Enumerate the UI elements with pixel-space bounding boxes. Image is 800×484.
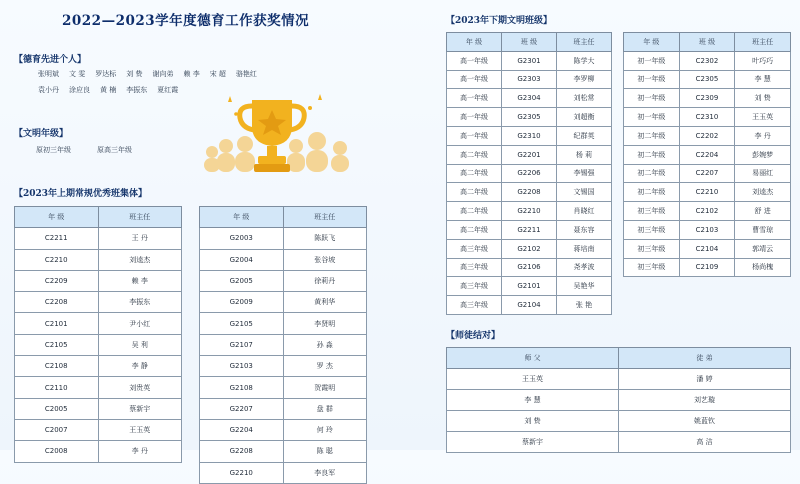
table-row xyxy=(15,334,182,355)
page-title: 2022—2023学年度德育工作获奖情况 xyxy=(62,13,310,29)
table-cell: 纪群英 xyxy=(557,126,612,145)
table-cell: 张 艳 xyxy=(557,296,612,315)
table-cell: C2210 xyxy=(679,183,735,202)
table-row xyxy=(15,313,182,334)
table-cell: G2310 xyxy=(502,126,557,145)
mentor-table xyxy=(446,347,791,453)
table-row xyxy=(447,145,612,164)
table-cell: 刘贵英 xyxy=(98,377,182,398)
column-header: 年 级 xyxy=(624,33,680,52)
column-header: 班主任 xyxy=(98,207,182,228)
table-cell: 黄利华 xyxy=(283,292,367,313)
table-cell: G2304 xyxy=(502,89,557,108)
table-cell: C2109 xyxy=(679,258,735,277)
table-cell: C2110 xyxy=(15,377,99,398)
table-row xyxy=(15,377,182,398)
table-cell: 肖晓红 xyxy=(557,202,612,221)
table-cell: G2305 xyxy=(502,108,557,127)
moral-advanced-heading: 【德育先进个人】 xyxy=(14,55,87,65)
table-cell: 曹雪琼 xyxy=(735,220,791,239)
civil-class-heading: 【2023年下期文明班级】 xyxy=(446,16,553,26)
table-row xyxy=(447,239,612,258)
table-row xyxy=(15,270,182,291)
table-cell: 叶巧巧 xyxy=(735,51,791,70)
grade-name: 原高三年级 xyxy=(97,146,132,154)
table-header-row xyxy=(200,207,367,228)
person-name: 刘 贽 xyxy=(126,70,143,78)
excellent-class-table-1 xyxy=(14,206,182,463)
table-cell: C2302 xyxy=(679,51,735,70)
table-cell: G2207 xyxy=(200,398,284,419)
table-row xyxy=(200,334,367,355)
table-cell: G2102 xyxy=(502,239,557,258)
table-cell: C2208 xyxy=(15,292,99,313)
person-name: 夏红霞 xyxy=(157,86,179,94)
table-row xyxy=(200,292,367,313)
table-cell: 徐莉丹 xyxy=(283,270,367,291)
table-cell: G2104 xyxy=(502,296,557,315)
table-header-row xyxy=(15,207,182,228)
table-row xyxy=(200,313,367,334)
table-cell: 盘 群 xyxy=(283,398,367,419)
table-cell: 初二年级 xyxy=(624,126,680,145)
table-cell: 陈学大 xyxy=(557,51,612,70)
civil-grade-heading: 【文明年级】 xyxy=(14,129,69,139)
table-row xyxy=(15,419,182,440)
table-row xyxy=(200,398,367,419)
table-cell: G2101 xyxy=(502,277,557,296)
table-cell: G2107 xyxy=(200,334,284,355)
table-cell: C2101 xyxy=(15,313,99,334)
table-row xyxy=(200,356,367,377)
table-cell: G2208 xyxy=(200,441,284,462)
table-row xyxy=(624,202,791,221)
table-row xyxy=(447,296,612,315)
table-cell: 吴艳华 xyxy=(557,277,612,296)
table-row xyxy=(447,202,612,221)
table-cell: G2003 xyxy=(200,228,284,249)
table-cell: C2309 xyxy=(679,89,735,108)
table-cell: 初三年级 xyxy=(624,239,680,258)
table-cell: C2104 xyxy=(679,239,735,258)
person-name: 罗达标 xyxy=(95,70,117,78)
table-cell: 陈 聪 xyxy=(283,441,367,462)
table-row xyxy=(447,432,791,453)
table-header-row xyxy=(447,33,612,52)
table-cell: 罗 杰 xyxy=(283,356,367,377)
table-cell: 李 慧 xyxy=(735,70,791,89)
table-cell: C2210 xyxy=(15,249,99,270)
table-cell: G2210 xyxy=(502,202,557,221)
table-row xyxy=(447,183,612,202)
table-row xyxy=(15,398,182,419)
table-cell: 刘松常 xyxy=(557,89,612,108)
table-cell: 初二年级 xyxy=(624,183,680,202)
table-cell: 高三年级 xyxy=(447,296,502,315)
table-cell: 初一年级 xyxy=(624,108,680,127)
table-row xyxy=(15,249,182,270)
table-row xyxy=(624,89,791,108)
column-header: 师 父 xyxy=(447,348,619,369)
table-cell: 蒋培南 xyxy=(557,239,612,258)
table-cell: C2105 xyxy=(15,334,99,355)
table-cell: 李 丹 xyxy=(735,126,791,145)
table-cell: 刘超衡 xyxy=(557,108,612,127)
person-name: 李振东 xyxy=(126,86,148,94)
table-cell: C2202 xyxy=(679,126,735,145)
table-cell: 高二年级 xyxy=(447,202,502,221)
table-row xyxy=(200,377,367,398)
table-cell: 文锡国 xyxy=(557,183,612,202)
table-cell: 初三年级 xyxy=(624,202,680,221)
table-cell: 李 丹 xyxy=(98,441,182,462)
table-cell: 易丽红 xyxy=(735,164,791,183)
table-row xyxy=(624,70,791,89)
table-cell: 李罗柳 xyxy=(557,70,612,89)
table-cell: 高一年级 xyxy=(447,108,502,127)
table-cell: 初一年级 xyxy=(624,70,680,89)
table-cell: C2211 xyxy=(15,228,99,249)
table-cell: C2102 xyxy=(679,202,735,221)
table-row xyxy=(15,441,182,462)
table-cell: G2105 xyxy=(200,313,284,334)
table-cell: G2210 xyxy=(200,462,284,483)
table-row xyxy=(200,441,367,462)
table-cell: 尹小红 xyxy=(98,313,182,334)
table-header-row xyxy=(447,348,791,369)
table-row xyxy=(624,183,791,202)
person-name: 宋 超 xyxy=(209,70,226,78)
table-cell: 王 丹 xyxy=(98,228,182,249)
table-cell: G2208 xyxy=(502,183,557,202)
table-cell: G2009 xyxy=(200,292,284,313)
table-cell: 赖 李 xyxy=(98,270,182,291)
grade-name: 原初三年级 xyxy=(36,146,71,154)
table-cell: C2204 xyxy=(679,145,735,164)
table-cell: 李良军 xyxy=(283,462,367,483)
table-cell: 李贤明 xyxy=(283,313,367,334)
table-row xyxy=(447,390,791,411)
table-row xyxy=(447,70,612,89)
table-cell: 高三年级 xyxy=(447,277,502,296)
table-row xyxy=(200,419,367,440)
table-row xyxy=(447,220,612,239)
table-row xyxy=(624,126,791,145)
moral-advanced-names-row1 xyxy=(38,66,267,82)
table-cell: 王玉英 xyxy=(98,419,182,440)
table-cell: 高三年级 xyxy=(447,239,502,258)
table-cell: 李振东 xyxy=(98,292,182,313)
table-cell: 王玉英 xyxy=(735,108,791,127)
table-cell: 吴 利 xyxy=(98,334,182,355)
table-cell: G2103 xyxy=(200,356,284,377)
table-row xyxy=(447,108,612,127)
table-cell: C2008 xyxy=(15,441,99,462)
table-row xyxy=(200,228,367,249)
table-cell: G2005 xyxy=(200,270,284,291)
table-cell: 刘 贽 xyxy=(447,411,619,432)
table-cell: 高一年级 xyxy=(447,89,502,108)
table-cell: 尧孝波 xyxy=(557,258,612,277)
table-row xyxy=(447,164,612,183)
table-cell: 贺霞明 xyxy=(283,377,367,398)
table-cell: 郭靖云 xyxy=(735,239,791,258)
table-row xyxy=(624,220,791,239)
table-row xyxy=(447,411,791,432)
table-cell: C2005 xyxy=(15,398,99,419)
table-cell: G2303 xyxy=(502,70,557,89)
table-cell: 初一年级 xyxy=(624,51,680,70)
table-cell: 刘 贽 xyxy=(735,89,791,108)
table-cell: 彭婉梦 xyxy=(735,145,791,164)
table-cell: 高 洁 xyxy=(619,432,791,453)
table-cell: C2108 xyxy=(15,356,99,377)
table-row xyxy=(447,51,612,70)
table-cell: 王玉英 xyxy=(447,369,619,390)
column-header: 年 级 xyxy=(15,207,99,228)
table-cell: 舒 进 xyxy=(735,202,791,221)
table-cell: C2007 xyxy=(15,419,99,440)
table-cell: 李 静 xyxy=(98,356,182,377)
table-cell: 李锡强 xyxy=(557,164,612,183)
excellent-class-heading: 【2023年上期常规优秀班集体】 xyxy=(14,189,148,199)
table-cell: 蔡新宇 xyxy=(447,432,619,453)
table-cell: C2103 xyxy=(679,220,735,239)
civil-grade-list xyxy=(36,145,158,155)
civil-class-table-1 xyxy=(446,32,612,315)
table-cell: G2201 xyxy=(502,145,557,164)
table-cell: G2108 xyxy=(200,377,284,398)
table-cell: 高三年级 xyxy=(447,258,502,277)
excellent-class-table-2 xyxy=(199,206,367,484)
trophy-illustration xyxy=(200,86,360,176)
table-cell: 高一年级 xyxy=(447,51,502,70)
person-name: 赖 李 xyxy=(183,70,200,78)
table-row xyxy=(15,228,182,249)
table-cell: 高二年级 xyxy=(447,183,502,202)
table-cell: 蔡新宇 xyxy=(98,398,182,419)
table-row xyxy=(15,292,182,313)
table-cell: 高一年级 xyxy=(447,126,502,145)
table-cell: 高二年级 xyxy=(447,145,502,164)
table-cell: 陈跃飞 xyxy=(283,228,367,249)
table-row xyxy=(15,356,182,377)
table-row xyxy=(200,270,367,291)
table-row xyxy=(447,369,791,390)
table-cell: 杨尚槐 xyxy=(735,258,791,277)
column-header: 班主任 xyxy=(735,33,791,52)
table-row xyxy=(624,258,791,277)
table-cell: C2310 xyxy=(679,108,735,127)
table-cell: G2204 xyxy=(200,419,284,440)
person-name: 袁小丹 xyxy=(38,86,59,94)
column-header: 班主任 xyxy=(283,207,367,228)
table-cell: 高一年级 xyxy=(447,70,502,89)
table-cell: 初一年级 xyxy=(624,89,680,108)
table-row xyxy=(624,108,791,127)
person-name: 骆艳红 xyxy=(235,70,257,78)
person-name: 谢向弟 xyxy=(152,70,174,78)
table-cell: G2004 xyxy=(200,249,284,270)
table-cell: C2209 xyxy=(15,270,99,291)
mentor-heading: 【师徒结对】 xyxy=(446,331,501,341)
table-cell: 张谷坡 xyxy=(283,249,367,270)
table-cell: 初二年级 xyxy=(624,164,680,183)
table-cell: 潘 婷 xyxy=(619,369,791,390)
table-cell: 刘逵杰 xyxy=(98,249,182,270)
table-row xyxy=(447,89,612,108)
column-header: 年 级 xyxy=(200,207,284,228)
table-cell: 姚蓝钦 xyxy=(619,411,791,432)
column-header: 班 级 xyxy=(679,33,735,52)
column-header: 徒 弟 xyxy=(619,348,791,369)
column-header: 班 级 xyxy=(502,33,557,52)
person-name: 涂应良 xyxy=(69,86,90,94)
table-row xyxy=(200,249,367,270)
table-header-row xyxy=(624,33,791,52)
column-header: 年 级 xyxy=(447,33,502,52)
table-row xyxy=(624,239,791,258)
table-cell: 高二年级 xyxy=(447,220,502,239)
table-row xyxy=(624,145,791,164)
table-cell: 刘艺璇 xyxy=(619,390,791,411)
table-cell: G2206 xyxy=(502,164,557,183)
moral-advanced-names-row2 xyxy=(38,82,188,98)
person-name: 文 雯 xyxy=(69,70,86,78)
table-cell: C2207 xyxy=(679,164,735,183)
table-cell: 初二年级 xyxy=(624,145,680,164)
table-row xyxy=(447,277,612,296)
table-row xyxy=(624,164,791,183)
table-row xyxy=(447,126,612,145)
civil-class-table-2 xyxy=(623,32,791,277)
table-cell: C2305 xyxy=(679,70,735,89)
table-row xyxy=(200,462,367,483)
column-header: 班主任 xyxy=(557,33,612,52)
table-cell: 李 慧 xyxy=(447,390,619,411)
table-cell: 高二年级 xyxy=(447,164,502,183)
table-cell: 聂东容 xyxy=(557,220,612,239)
table-cell: 刘逵杰 xyxy=(735,183,791,202)
table-cell: G2301 xyxy=(502,51,557,70)
table-cell: 初三年级 xyxy=(624,258,680,277)
table-cell: 杨 莉 xyxy=(557,145,612,164)
table-cell: 孙 淼 xyxy=(283,334,367,355)
table-cell: G2211 xyxy=(502,220,557,239)
person-name: 张明斌 xyxy=(38,70,59,78)
person-name: 黄 楠 xyxy=(100,86,117,94)
table-row xyxy=(447,258,612,277)
table-row xyxy=(624,51,791,70)
table-cell: 初三年级 xyxy=(624,220,680,239)
table-cell: G2106 xyxy=(502,258,557,277)
table-cell: 何 玲 xyxy=(283,419,367,440)
